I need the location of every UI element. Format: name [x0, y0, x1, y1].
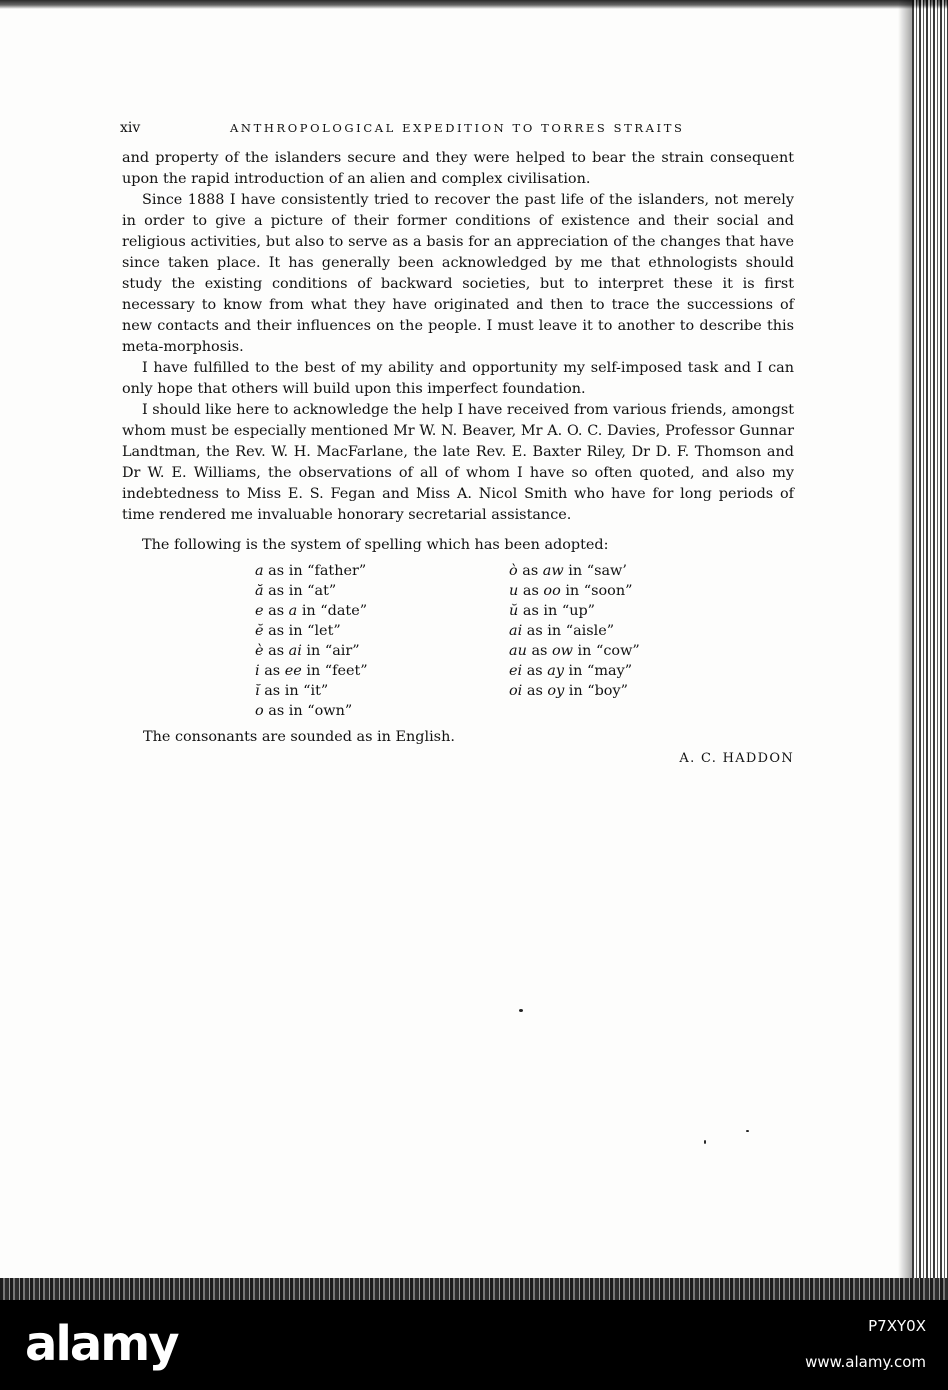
page-bottom-edge	[0, 1278, 948, 1300]
author-signature: A. C. HADDON	[679, 751, 794, 766]
spelling-row: a as in “father”	[255, 563, 367, 579]
alamy-logo: alamy	[25, 1316, 178, 1372]
spelling-row: e as a in “date”	[255, 603, 368, 619]
site-url: www.alamy.com	[805, 1353, 926, 1371]
image-id: P7XY0X	[868, 1317, 926, 1335]
spelling-row: è as ai in “air”	[255, 643, 360, 659]
spelling-column-right	[509, 561, 640, 701]
spelling-row: ĭ as in “it”	[255, 683, 329, 699]
watermark-bar	[0, 1300, 948, 1390]
spelling-row: i as ee in “feet”	[255, 663, 368, 679]
spelling-intro: The following is the system of spelling which has been adopted:	[142, 537, 609, 553]
paragraph-1: and property of the islanders secure and they were helped to bear the strain consequent upon the rapid introduction of an alien and complex civilisation.	[122, 150, 794, 187]
paragraph-3: I have fulfilled to the best of my ability and opportunity my self-imposed task and I can only hope that others will build upon this imperfect foundation.	[122, 360, 794, 397]
binding-shadow	[898, 0, 912, 1300]
page-binding-edge	[912, 0, 948, 1300]
spelling-row: oi as oy in “boy”	[509, 683, 628, 699]
spelling-row: ĕ as in “let”	[255, 623, 341, 639]
running-title: ANTHROPOLOGICAL EXPEDITION TO TORRES STRAITS	[230, 121, 685, 135]
page-number: xiv	[120, 120, 141, 136]
watermark-id	[805, 1316, 926, 1372]
body-text	[122, 148, 794, 526]
spelling-row: u as oo in “soon”	[509, 583, 633, 599]
scan-speck	[519, 1009, 523, 1012]
spelling-row: ei as ay in “may”	[509, 663, 633, 679]
spelling-row: ă as in “at”	[255, 583, 337, 599]
page-top-edge	[0, 0, 948, 9]
spelling-row: ò as aw in “saw’	[509, 563, 627, 579]
spelling-column-left	[255, 561, 368, 721]
scan-speck	[746, 1130, 749, 1132]
paragraph-4: I should like here to acknowledge the help I have received from various friends, amongst whom must be especially mentioned Mr W. N. Beaver, Mr A. O. C. Davies, Professor Gunnar Landtman, the Rev. W. H. MacFarlane, the late Rev. E. Baxter Riley, Dr D. F. Thomson and Dr W. E. Williams, the observations of all of whom I have so often quoted, and also my indebtedness to Miss E. S. Fegan and Miss A. Nicol Smith who have for long periods of time rendered me invaluable honorary secretarial assistance.	[122, 402, 794, 523]
spelling-row: ai as in “aisle”	[509, 623, 615, 639]
spelling-row: ŭ as in “up”	[509, 603, 596, 619]
spelling-row: o as in “own”	[255, 703, 353, 719]
scan-speck	[704, 1140, 706, 1144]
paragraph-2: Since 1888 I have consistently tried to recover the past life of the islanders, not merely in order to give a picture of their former conditions of existence and their social and religious activities, but also to serve as a basis for an appreciation of the changes that have since taken place. It has generally been acknowledged by me that ethnologists should study the existing conditions of backward societies, but to interpret these it is first necessary to know from what they have originated and then to trace the successions of new contacts and their influences on the people. I must leave it to another to describe this meta-morphosis.	[122, 192, 794, 355]
consonants-note: The consonants are sounded as in English.	[143, 729, 455, 745]
spelling-row: au as ow in “cow”	[509, 643, 640, 659]
